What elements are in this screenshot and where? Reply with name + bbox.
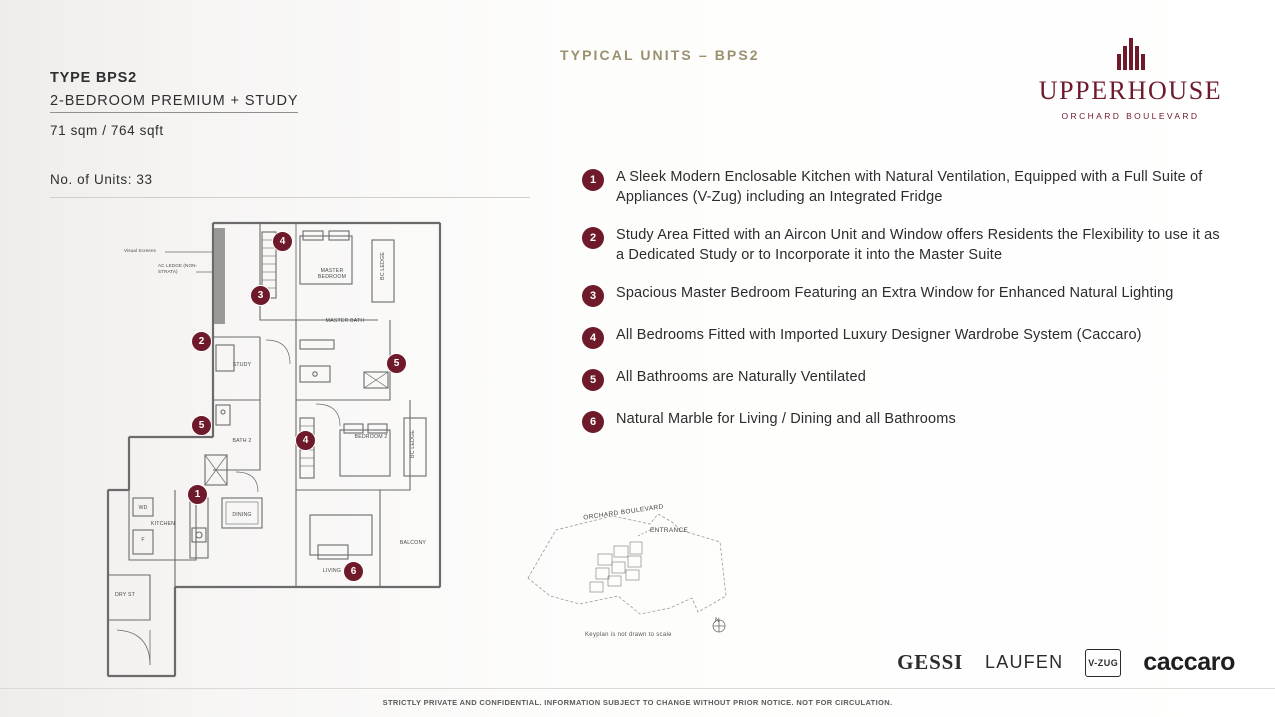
plan-marker-2[interactable]: 2: [191, 331, 212, 352]
brand-vzug: V-ZUG: [1085, 649, 1121, 677]
keyplan-entrance-label: ENTRANCE: [650, 527, 689, 534]
footer-disclaimer: STRICTLY PRIVATE AND CONFIDENTIAL. INFORMATION SUBJECT TO CHANGE WITHOUT PRIOR NOTICE. NOT FOR CIRCULATION.: [382, 698, 893, 707]
keyplan-caption: Keyplan is not drawn to scale: [585, 632, 672, 638]
feature-number-badge: 2: [582, 227, 604, 249]
footer-divider: [0, 688, 1275, 689]
plan-marker-3[interactable]: 3: [250, 285, 271, 306]
plan-label: KITCHEN: [150, 521, 176, 527]
brand-logo: [1028, 32, 1233, 121]
feature-item: [582, 226, 1222, 265]
page-title: TYPICAL UNITS – BPS2: [560, 47, 760, 63]
plan-label: DRY ST: [114, 592, 136, 598]
feature-text: Natural Marble for Living / Dining and all Bathrooms: [616, 411, 956, 427]
keyplan-street-label: ORCHARD BOULEVARD: [582, 503, 665, 522]
plan-marker-4[interactable]: 4: [272, 231, 293, 252]
feature-item: [582, 168, 1222, 207]
plan-label: BC LEDGE: [410, 430, 416, 458]
feature-text: A Sleek Modern Enclosable Kitchen with Natural Ventilation, Equipped with a Full Suite of Appliances (V-Zug) including an Integrated Fridge: [616, 169, 1203, 205]
plan-label: BATH 2: [232, 438, 252, 444]
feature-number-badge: 4: [582, 327, 604, 349]
plan-marker-1[interactable]: 1: [187, 484, 208, 505]
plan-label: BC LEDGE: [380, 252, 386, 280]
plan-label: F: [141, 537, 145, 543]
feature-text: All Bathrooms are Naturally Ventilated: [616, 369, 866, 385]
plan-label: WD: [138, 505, 148, 511]
plan-label: MASTER BEDROOM: [317, 268, 347, 280]
feature-number-badge: 3: [582, 285, 604, 307]
plan-label: LIVING: [322, 568, 342, 574]
plan-marker-4[interactable]: 4: [295, 430, 316, 451]
floor-plan-drawing: [0, 0, 540, 690]
feature-item: [582, 368, 1222, 391]
feature-list: [582, 168, 1222, 452]
unit-area: 71 sqm / 764 sqft: [50, 123, 164, 138]
plan-note: Visual Screens: [124, 248, 156, 253]
feature-number-badge: 5: [582, 369, 604, 391]
unit-count: No. of Units: 33: [50, 172, 153, 187]
brand-strip: [897, 648, 1235, 677]
logo-wordmark: UPPERHOUSE: [1038, 76, 1223, 105]
logo-subtitle: ORCHARD BOULEVARD: [1061, 111, 1200, 121]
upperhouse-mark-icon: [1028, 32, 1233, 70]
plan-label: STUDY: [232, 362, 252, 368]
plan-marker-6[interactable]: 6: [343, 561, 364, 582]
feature-item: [582, 410, 1222, 433]
plan-note: AC LEDGE (NON-STRATA): [158, 263, 198, 274]
plan-label: BEDROOM 2: [354, 434, 388, 440]
keyplan-north-label: N: [715, 617, 720, 624]
floor-plan: [0, 0, 540, 690]
plan-marker-5[interactable]: 5: [386, 353, 407, 374]
feature-item: [582, 284, 1222, 307]
brand-gessi: GESSI: [897, 650, 964, 674]
feature-text: All Bedrooms Fitted with Imported Luxury Designer Wardrobe System (Caccaro): [616, 327, 1142, 343]
plan-label: DINING: [232, 512, 252, 518]
feature-text: Spacious Master Bedroom Featuring an Extra Window for Enhanced Natural Lighting: [616, 285, 1174, 301]
unit-subtitle: 2-BEDROOM PREMIUM + STUDY: [50, 93, 298, 113]
unit-type-label: TYPE BPS2: [50, 70, 137, 86]
feature-text: Study Area Fitted with an Aircon Unit and Window offers Residents the Flexibility to use it as a Dedicated Study or to Incorporate it into the Master Suite: [616, 227, 1220, 263]
plan-label: MASTER BATH: [325, 318, 365, 324]
plan-marker-5[interactable]: 5: [191, 415, 212, 436]
feature-number-badge: 1: [582, 169, 604, 191]
brand-caccaro: caccaro: [1143, 648, 1235, 676]
feature-item: [582, 326, 1222, 349]
brand-laufen: LAUFEN: [985, 652, 1064, 672]
feature-number-badge: 6: [582, 411, 604, 433]
plan-label: BALCONY: [399, 540, 427, 546]
